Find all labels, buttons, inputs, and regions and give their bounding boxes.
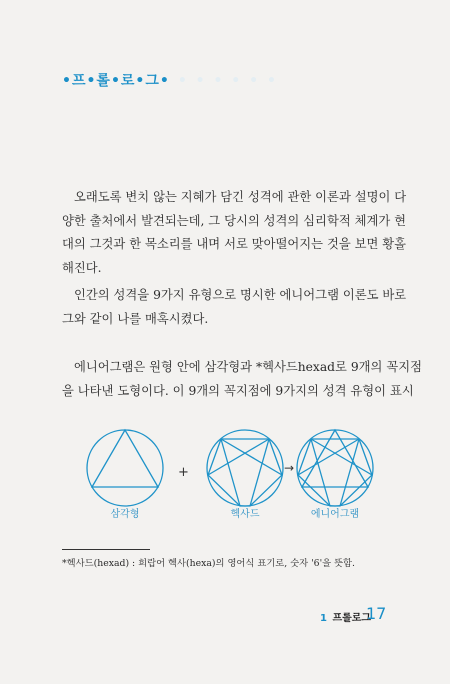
paragraph-line: 대의 그것과 한 목소리를 내며 서로 맞아떨어지는 것을 보면 황홀 [62, 237, 407, 252]
label-hexad: 헥사드 [230, 509, 260, 520]
paragraph-line: 해진다. [62, 260, 102, 275]
footnote-divider [62, 549, 150, 550]
label-triangle: 삼각형 [110, 509, 140, 520]
paragraph-line: 에니어그램은 원형 안에 삼각형과 *헥사드hexad로 9개의 꼭지점 [74, 360, 422, 374]
section-title-text: •프•롤•로•그• [62, 73, 170, 89]
label-enneagram: 에니어그램 [310, 509, 360, 520]
page-number: 17 [366, 604, 387, 623]
chapter-number: 1 [320, 613, 327, 624]
section-title [62, 70, 278, 90]
running-head [320, 609, 371, 624]
plus-sign: + [178, 465, 189, 480]
paragraph-line: 그와 같이 나를 매혹시켰다. [62, 311, 209, 326]
arrow-icon: → [284, 461, 295, 475]
enneagram-diagram [297, 430, 373, 506]
triangle-circle [87, 430, 163, 506]
paragraph-3 [62, 356, 422, 403]
paragraph-1 [62, 186, 407, 280]
hexad-diagram [207, 430, 283, 506]
paragraph-line: 을 나타낸 도형이다. 이 9개의 꼭지점에 9가지의 성격 유형이 표시 [62, 383, 414, 398]
paragraph-line: 인간의 성격을 9가지 유형으로 명시한 에니어그램 이론도 바로 [74, 288, 407, 302]
hexad-circle [207, 430, 283, 506]
triangle-diagram [87, 430, 163, 506]
paragraph-2 [62, 284, 407, 331]
paragraph-line: 양한 출처에서 발견되는데, 그 당시의 성격의 심리학적 체계가 현 [62, 213, 407, 228]
footnote: *헥사드(hexad) : 희랍어 헥사(hexa)의 영어식 표기로, 숫자 '6'을 뜻함. [62, 558, 355, 569]
paragraph-line: 오래도록 변치 않는 지혜가 담긴 성격에 관한 이론과 설명이 다 [74, 190, 407, 204]
chapter-name: 프롤로그 [332, 613, 372, 624]
enneagram-circle [297, 430, 373, 506]
section-title-ornament: • • • • • • [177, 73, 278, 89]
